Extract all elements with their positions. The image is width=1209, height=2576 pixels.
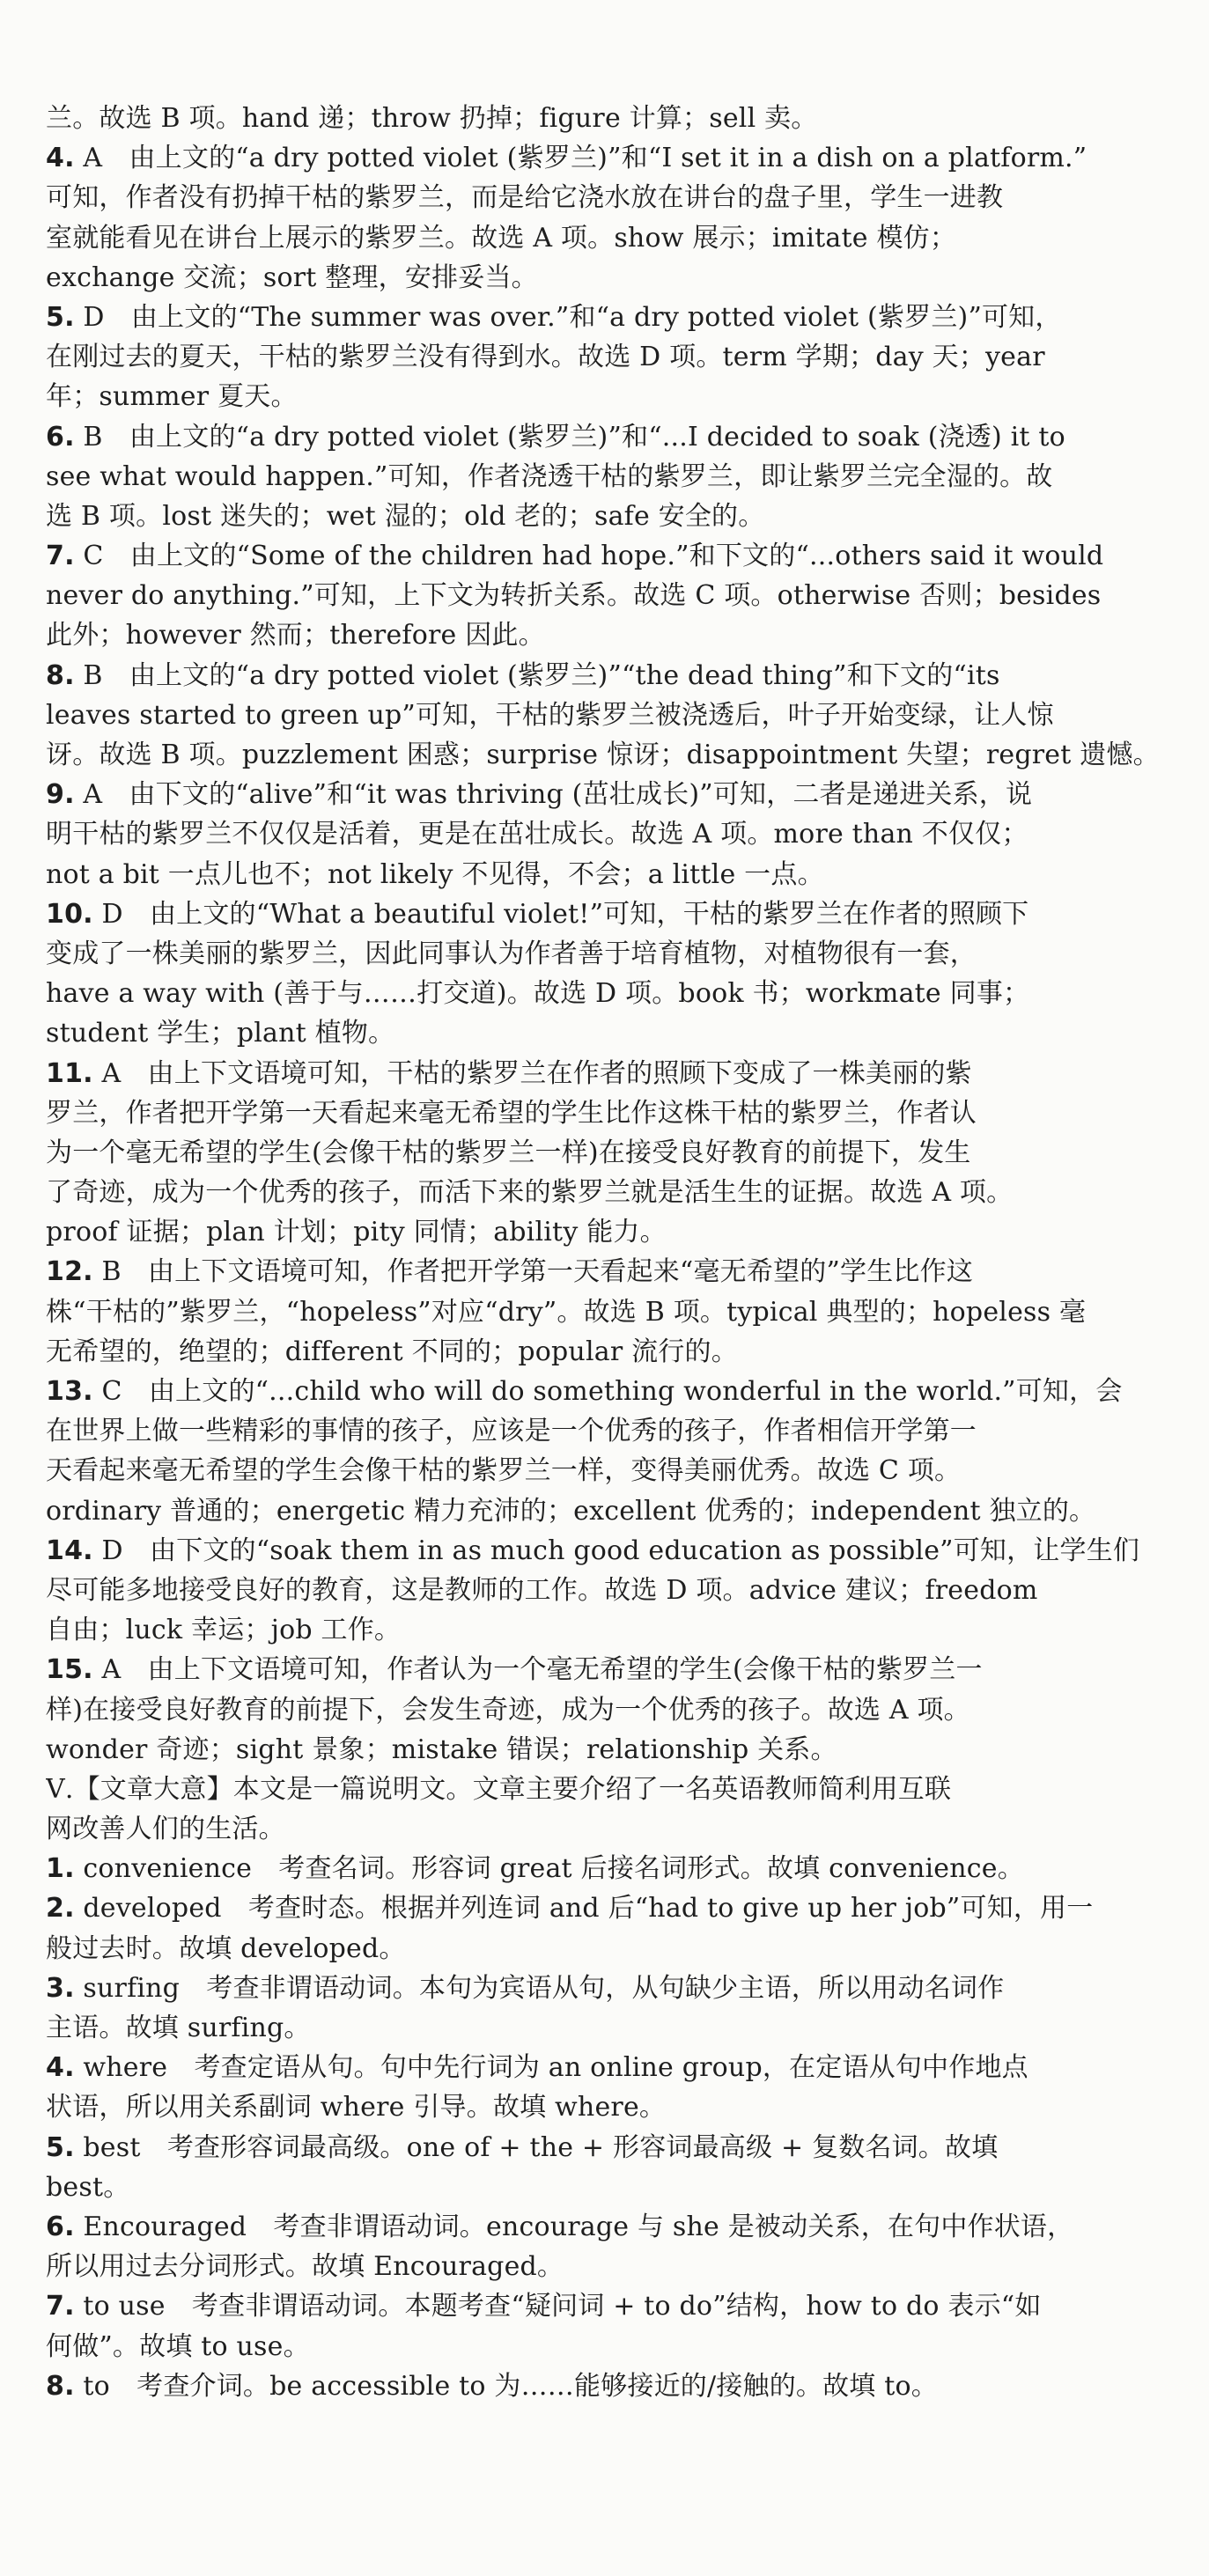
text-line: 天看起来毫无希望的学生会像干枯的紫罗兰一样，变得美丽优秀。故选 C 项。 (46, 1455, 962, 1487)
question-number: 6. (46, 2211, 75, 2242)
question-number: 7. (46, 2291, 75, 2322)
question-number: 8. (46, 2370, 75, 2402)
text-line: ordinary 普通的；energetic 精力充沛的；excellent 优秀的；independent 独立的。 (46, 1495, 1096, 1527)
answer-text (46, 99, 1163, 2406)
text-line: 尽可能多地接受良好的教育，这是教师的工作。故选 D 项。advice 建议；freedom (46, 1574, 1038, 1606)
text-line: student 学生；plant 植物。 (46, 1018, 395, 1049)
text-line: 讶。故选 B 项。puzzlement 困惑；surprise 惊讶；disappointment 失望；regret 遗憾。 (46, 740, 1160, 770)
question-number: 12. (46, 1256, 93, 1288)
text-line: 8. B 由上文的“a dry potted violet (紫罗兰)”“the dead thing”和下文的“its (46, 659, 1000, 691)
question-number: 3. (46, 1972, 75, 2004)
text-line: not a bit 一点儿也不；not likely 不见得，不会；a little 一点。 (46, 858, 824, 890)
text-line: 15. A 由上下文语境可知，作者认为一个毫无希望的学生(会像干枯的紫罗兰一 (46, 1654, 983, 1686)
text-line: 4. where 考查定语从句。句中先行词为 an online group，在定语从句中作地点 (46, 2052, 1028, 2084)
question-number: 14. (46, 1535, 93, 1566)
text-line: 选 B 项。lost 迷失的；wet 湿的；old 老的；safe 安全的。 (46, 500, 765, 532)
text-line: 所以用过去分词形式。故填 Encouraged。 (46, 2251, 564, 2283)
question-number: 5. (46, 301, 75, 333)
text-line: 状语，所以用关系副词 where 引导。故填 where。 (46, 2092, 667, 2123)
text-line: 4. A 由上文的“a dry potted violet (紫罗兰)”和“I set it in a dish on a platform.” (46, 143, 1087, 174)
text-line: 可知，作者没有扔掉干枯的紫罗兰，而是给它浇水放在讲台的盘子里，学生一进教 (46, 182, 1004, 214)
text-line: 年；summer 夏天。 (46, 381, 298, 413)
question-number: 15. (46, 1654, 93, 1686)
text-line: 室就能看见在讲台上展示的紫罗兰。故选 A 项。show 展示；imitate 模仿； (46, 222, 957, 254)
text-line: 罗兰，作者把开学第一天看起来毫无希望的学生比作这株干枯的紫罗兰，作者认 (46, 1097, 977, 1129)
text-line: 13. C 由上文的“...child who will do something wonderful in the world.”可知，会 (46, 1376, 1123, 1407)
text-line: 11. A 由上下文语境可知，干枯的紫罗兰在作者的照顾下变成了一株美丽的紫 (46, 1057, 972, 1089)
text-line: 10. D 由上文的“What a beautiful violet!”可知，干枯的紫罗兰在作者的照顾下 (46, 898, 1029, 930)
text-line: 自由；luck 幸运；job 工作。 (46, 1615, 402, 1646)
text-line: exchange 交流；sort 整理，安排妥当。 (46, 261, 538, 293)
question-number: 2. (46, 1893, 75, 1925)
text-line: 株“干枯的”紫罗兰，“hopeless”对应“dry”。故选 B 项。typical 典型的；hopeless 毫 (46, 1296, 1087, 1328)
text-line: 3. surfing 考查非谓语动词。本句为宾语从句，从句缺少主语，所以用动名词作 (46, 1972, 1005, 2004)
text-line: 主语。故填 surfing。 (46, 2013, 311, 2043)
question-number: 13. (46, 1376, 93, 1407)
text-line: leaves started to green up”可知，干枯的紫罗兰被浇透后，叶子开始变绿，让人惊 (46, 699, 1054, 731)
text-line: 12. B 由上下文语境可知，作者把开学第一天看起来“毫无希望的”学生比作这 (46, 1256, 974, 1288)
text-line: 6. Encouraged 考查非谓语动词。encourage 与 she 是被动关系，在句中作状语， (46, 2211, 1074, 2242)
text-line: 无希望的，绝望的；different 不同的；popular 流行的。 (46, 1336, 738, 1367)
text-line: 5. D 由上文的“The summer was over.”和“a dry potted violet (紫罗兰)”可知， (46, 301, 1062, 333)
text-line: 2. developed 考查时态。根据并列连词 and 后“had to give up her job”可知，用一 (46, 1893, 1094, 1925)
text-line: 在世界上做一些精彩的事情的孩子，应该是一个优秀的孩子，作者相信开学第一 (46, 1416, 977, 1447)
text-line: 9. A 由下文的“alive”和“it was thriving (茁壮成长)”可知，二者是递进关系，说 (46, 779, 1033, 811)
text-line: 6. B 由上文的“a dry potted violet (紫罗兰)”和“...I decided to soak (浇透) it to (46, 421, 1065, 453)
question-number: 4. (46, 2052, 75, 2084)
text-line: 兰。故选 B 项。hand 递；throw 扔掉；figure 计算；sell 卖。 (46, 103, 818, 134)
text-line: 变成了一株美丽的紫罗兰，因此同事认为作者善于培育植物，对植物很有一套， (46, 938, 977, 969)
text-line: 7. to use 考查非谓语动词。本题考查“疑问词 + to do”结构，how to do 表示“如 (46, 2291, 1042, 2322)
text-line: 1. convenience 考查名词。形容词 great 后接名词形式。故填 convenience。 (46, 1853, 1024, 1885)
text-line: 在刚过去的夏天，干枯的紫罗兰没有得到水。故选 D 项。term 学期；day 天；year (46, 342, 1045, 373)
question-number: 11. (46, 1057, 93, 1089)
text-line: 为一个毫无希望的学生(会像干枯的紫罗兰一样)在接受良好教育的前提下，发生 (46, 1137, 971, 1168)
text-line: 般过去时。故填 developed。 (46, 1932, 406, 1964)
text-line: never do anything.”可知，上下文为转折关系。故选 C 项。otherwise 否则；besides (46, 580, 1102, 612)
text-line: have a way with (善于与……打交道)。故选 D 项。book 书；workmate 同事； (46, 978, 1030, 1010)
text-line: best。 (46, 2171, 130, 2203)
question-number: 5. (46, 2131, 75, 2163)
question-number: 6. (46, 421, 75, 453)
text-line: see what would happen.”可知，作者浇透干枯的紫罗兰，即让紫罗兰完全湿的。故 (46, 460, 1053, 492)
question-number: 1. (46, 1853, 75, 1885)
question-number: 10. (46, 898, 93, 930)
text-line: proof 证据；plan 计划；pity 同情；ability 能力。 (46, 1217, 667, 1248)
text-line: 8. to 考查介词。be accessible to 为……能够接近的/接触的。故填 to。 (46, 2370, 938, 2402)
text-line: 5. best 考查形容词最高级。one of + the + 形容词最高级 + 复数名词。故填 (46, 2131, 999, 2163)
text-line: 了奇迹，成为一个优秀的孩子，而活下来的紫罗兰就是活生生的证据。故选 A 项。 (46, 1177, 1014, 1209)
text-line: 此外；however 然而；therefore 因此。 (46, 620, 545, 651)
text-line: 14. D 由下文的“soak them in as much good education as possible”可知，让学生们 (46, 1535, 1140, 1566)
text-line: 样)在接受良好教育的前提下，会发生奇迹，成为一个优秀的孩子。故选 A 项。 (46, 1694, 970, 1726)
text-line: 网改善人们的生活。 (46, 1814, 285, 1845)
question-number: 9. (46, 779, 75, 811)
text-line: 7. C 由上文的“Some of the children had hope.”和下文的“...others said it would (46, 541, 1104, 572)
text-line: 何做”。故填 to use。 (46, 2330, 310, 2362)
text-line: Ⅴ.【文章大意】本文是一篇说明文。文章主要介绍了一名英语教师简利用互联 (46, 1773, 952, 1805)
text-line: 明干枯的紫罗兰不仅仅是活着，更是在茁壮成长。故选 A 项。more than 不仅仅； (46, 819, 1028, 850)
text-line: wonder 奇迹；sight 景象；mistake 错误；relationship 关系。 (46, 1733, 837, 1765)
question-number: 8. (46, 659, 75, 691)
question-number: 4. (46, 143, 75, 174)
question-number: 7. (46, 541, 75, 572)
